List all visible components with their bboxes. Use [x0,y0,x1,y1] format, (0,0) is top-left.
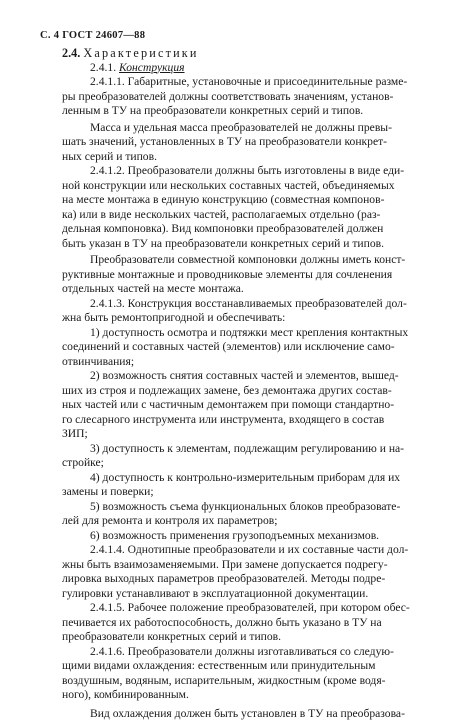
text-line: стройке; [62,456,434,471]
text-line: ры преобразователей должны соответствовать значениям, установ- [62,90,434,105]
text-line: ших из строя и подлежащих замене, без демонтажа других состав- [62,384,434,399]
text-line: ленным в ТУ на преобразователи конкретных серий и типов. [62,104,434,119]
text-line: печивается их работоспособность, должно быть указано в ТУ на [62,616,434,631]
text-line: 4) доступность к контрольно-измерительным приборам для их [62,471,434,486]
text-line: го слесарного инструмента или инструмента, входящего в состав [62,413,434,428]
text-line: жна быть ремонтопригодной и обеспечивать: [62,311,434,326]
section-number: 2.4. [62,46,80,60]
text-line: ка) или в виде нескольких частей, располагаемых отдельно (раз- [62,208,434,223]
text-line: 2.4.1.6. Преобразователи должны изготавливаться со следую- [62,645,434,660]
text-line: 5) возможность съема функциональных блоков преобразовате- [62,500,434,515]
text-line: лировка выходных параметров преобразователей. Методы подре- [62,572,434,587]
text-line: ного), комбинированным. [62,688,434,703]
subsection-title: Конструкция [119,61,185,74]
section-heading [62,46,434,61]
text-line: отдельных частей на месте монтажа. [62,282,434,297]
text-line: 2) возможность снятия составных частей и элементов, вышед- [62,369,434,384]
text-line: 1) доступность осмотра и подтяжки мест крепления контактных [62,326,434,341]
text-line: ной конструкции или нескольких составных частей, объединяемых [62,179,434,194]
text-line: отвинчивания; [62,355,434,370]
section-title: Характеристики [83,46,198,60]
document-body [62,46,434,721]
text-line: 2.4.1.5. Рабочее положение преобразователей, при котором обес- [62,601,434,616]
text-line: ЗИП; [62,427,434,442]
text-line: Масса и удельная масса преобразователей не должны превы- [62,121,434,136]
text-line: 6) возможность применения грузоподъемных механизмов. [62,529,434,544]
page-header: С. 4 ГОСТ 24607—88 [40,30,145,41]
text-line: преобразователи конкретных серий и типов. [62,630,434,645]
text-line: руктивные монтажные и проводниковые элементы для сочленения [62,268,434,283]
text-line: шать значений, установленных в ТУ на преобразователи конкрет- [62,135,434,150]
text-line: ных частей или с частичным демонтажем при помощи стандартно- [62,398,434,413]
text-line: замены и поверки; [62,485,434,500]
text-line: 3) доступность к элементам, подлежащим регулированию и на- [62,442,434,457]
text-line: дельная компоновка). Вид компоновки преобразователей должен [62,222,434,237]
text-line: 2.4.1.3. Конструкция восстанавливаемых преобразователей дол- [62,297,434,312]
text-line: гулировки устанавливают в эксплуатационной документации. [62,587,434,602]
text-line: 2.4.1.1. Габаритные, установочные и присоединительные разме- [62,75,434,90]
text-line: лей для ремонта и контроля их параметров; [62,514,434,529]
text-line: Преобразователи совместной компоновки должны иметь конст- [62,253,434,268]
text-line: на месте монтажа в единую конструкцию (совместная компонов- [62,193,434,208]
text-line: Вид охлаждения должен быть установлен в ТУ на преобразова- [62,707,434,721]
subsection-heading [62,61,434,76]
text-line: соединений и составных частей (элементов) или исключение само- [62,340,434,355]
text-line: 2.4.1.4. Однотипные преобразователи и их составные части дол- [62,543,434,558]
subsection-number: 2.4.1. [90,61,116,74]
text-line: жны быть взаимозаменяемыми. При замене допускается подрегу- [62,558,434,573]
text-line: 2.4.1.2. Преобразователи должны быть изготовлены в виде еди- [62,164,434,179]
text-line: воздушным, водяным, испарительным, жидкостным (кроме водя- [62,674,434,689]
text-line: щими видами охлаждения: естественным или принудительным [62,659,434,674]
text-line: быть указан в ТУ на преобразователи конкретных серий и типов. [62,237,434,252]
text-line: ных серий и типов. [62,150,434,165]
